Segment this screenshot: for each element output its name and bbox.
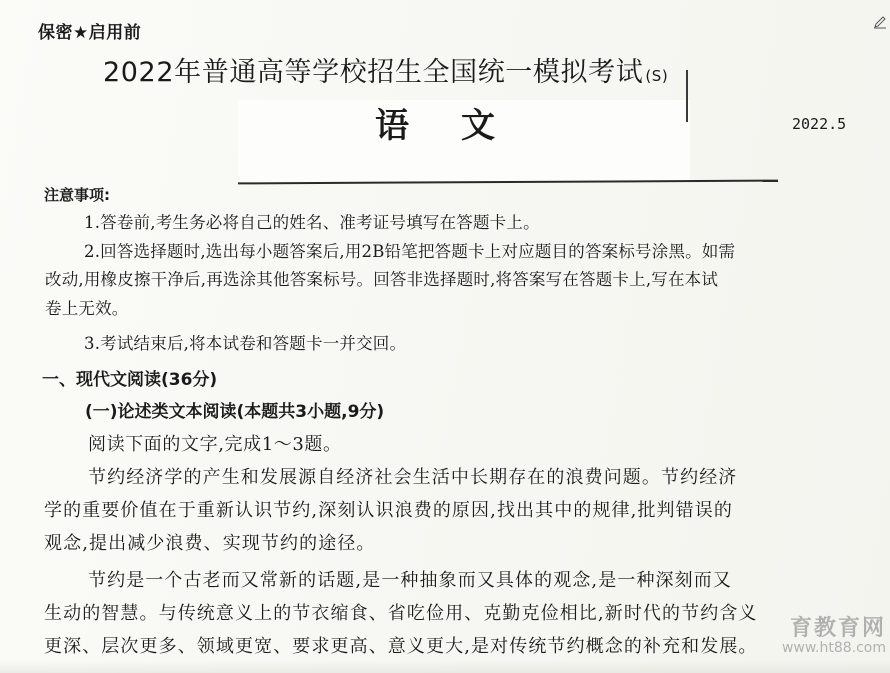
section-instruction: 阅读下面的文字,完成1～3题。 xyxy=(88,434,342,455)
passage-line: 学的重要价值在于重新认识节约,深刻认识浪费的原因,找出其中的规律,批判错误的 xyxy=(44,500,733,521)
watermark-name: 育教育网 xyxy=(789,616,886,641)
exam-title-suffix: (S) xyxy=(645,67,669,85)
section-heading: 一、现代文阅读(36分) xyxy=(42,370,218,390)
exam-title xyxy=(103,50,668,89)
notice-title: 注意事项: xyxy=(44,186,110,204)
watermark xyxy=(782,611,886,656)
exam-date: 2022.5 xyxy=(792,115,847,133)
pencil-icon[interactable] xyxy=(872,14,888,30)
passage-line: 节约是一个古老而又常新的话题,是一种抽象而又具体的观念,是一种深刻而又 xyxy=(88,570,732,591)
section-subheading: (一)论述类文本阅读(本题共3小题,9分) xyxy=(85,402,385,422)
exam-title-text: 2022年普通高等学校招生全国统一模拟考试 xyxy=(103,57,644,88)
passage-line: 节约经济学的产生和发展源自经济社会生活中长期存在的浪费问题。节约经济 xyxy=(88,467,738,488)
subject-title: 语文 xyxy=(375,106,547,146)
notice-line: 卷上无效。 xyxy=(45,299,129,318)
notice-line: 2.回答选择题时,选出每小题答案后,用2B铅笔把答题卡上对应题目的答案标号涂黑。如需 xyxy=(84,242,736,261)
notice-line: 改动,用橡皮擦干净后,再选涂其他答案标号。回答非选择题时,将答案写在答题卡上,写在本试 xyxy=(45,270,719,289)
passage-line: 观念,提出减少浪费、实现节约的途径。 xyxy=(44,533,376,554)
watermark-url: www.ht88.com xyxy=(781,640,886,656)
patch-edge-vertical xyxy=(686,70,688,122)
notice-line: 3.考试结束后,将本试卷和答题卡一并交回。 xyxy=(84,334,407,353)
cutoff-line-shadow xyxy=(0,660,890,673)
secrecy-label: 保密★启用前 xyxy=(38,23,142,43)
notice-line: 1.答卷前,考生务必将自己的姓名、准考证号填写在答题卡上。 xyxy=(84,213,540,232)
passage-line: 更深、层次更多、领域更宽、要求更高、意义更大,是对传统节约概念的补充和发展。 xyxy=(44,636,758,657)
passage-line: 生动的智慧。与传统意义上的节衣缩食、省吃俭用、克勤克俭相比,新时代的节约含义 xyxy=(44,603,758,624)
